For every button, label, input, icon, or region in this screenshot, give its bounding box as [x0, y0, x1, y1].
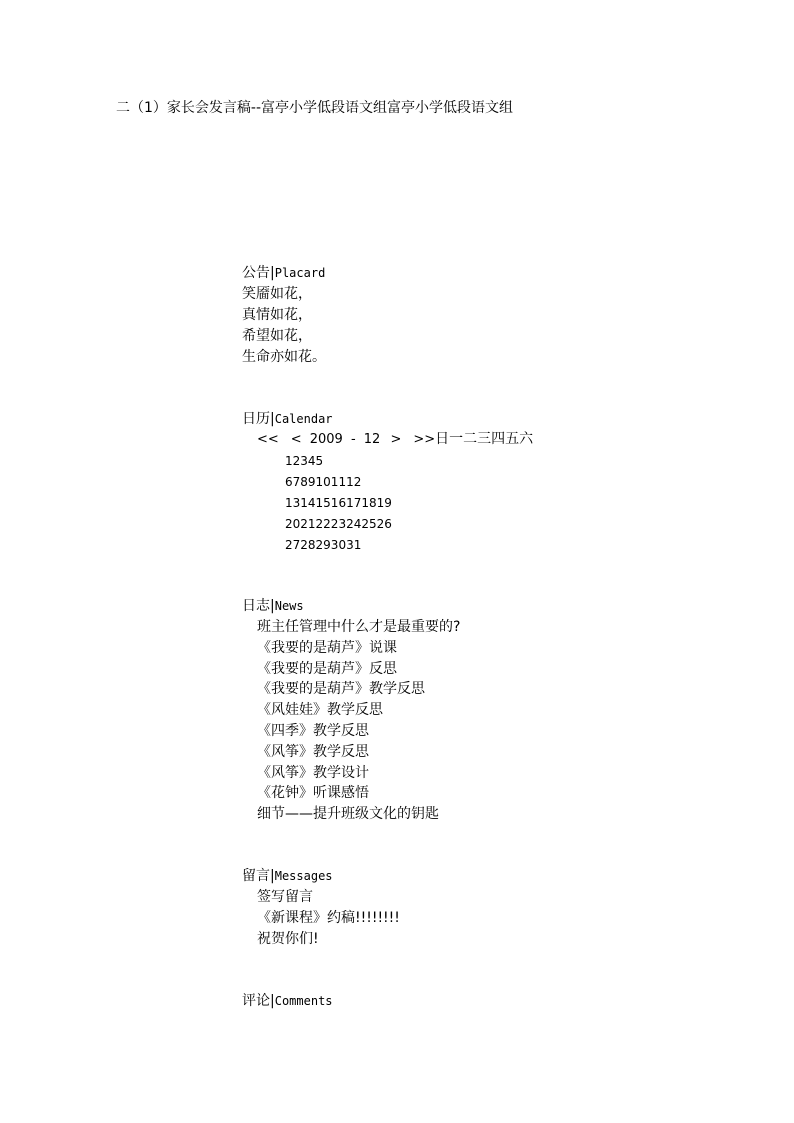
calendar-week-row: 6789101112 — [285, 475, 362, 489]
calendar-heading-cn: 日历 — [242, 411, 270, 427]
comments-heading-sep: | — [270, 993, 275, 1009]
sign-guestbook-link[interactable]: 签写留言 — [257, 889, 313, 905]
news-item-link[interactable]: 细节——提升班级文化的钥匙 — [257, 806, 439, 822]
calendar-week-row: 12345 — [285, 454, 324, 468]
placard-line: 真情如花， — [242, 307, 312, 323]
news-item-link[interactable]: 《四季》教学反思 — [257, 723, 369, 739]
news-item-link[interactable]: 《风筝》教学设计 — [257, 765, 369, 781]
message-item-link[interactable]: 祝贺你们! — [257, 931, 319, 947]
prev-year-link[interactable]: << — [257, 432, 279, 447]
news-heading-sep: | — [270, 598, 275, 614]
comments-heading-cn: 评论 — [242, 993, 270, 1009]
news-item-link[interactable]: 《我要的是葫芦》说课 — [257, 640, 397, 656]
messages-heading-sep: | — [270, 868, 275, 884]
calendar-week-row: 20212223242526 — [285, 517, 392, 531]
comments-heading — [242, 991, 333, 1011]
messages-heading-en: Messages — [274, 869, 333, 883]
messages-heading-cn: 留言 — [242, 868, 270, 884]
calendar-week-row: 2728293031 — [285, 538, 362, 552]
news-item-link[interactable]: 班主任管理中什么才是最重要的? — [257, 619, 461, 635]
calendar-heading — [242, 409, 333, 429]
calendar-weekdays: 日一二三四五六 — [435, 431, 534, 447]
news-item-link[interactable]: 《我要的是葫芦》反思 — [257, 661, 397, 677]
placard-line: 笑靥如花， — [242, 286, 312, 302]
placard-heading-sep: | — [270, 265, 275, 281]
placard-heading — [242, 263, 325, 283]
message-item-link[interactable]: 《新课程》约稿!!!!!!!! — [257, 910, 400, 926]
calendar-nav — [257, 429, 533, 450]
news-item-link[interactable]: 《风筝》教学反思 — [257, 744, 369, 760]
messages-heading — [242, 866, 333, 886]
page-title: 二（1）家长会发言稿--富亭小学低段语文组富亭小学低段语文组 — [116, 100, 514, 116]
calendar-week-row: 13141516171819 — [285, 496, 392, 510]
prev-month-link[interactable]: < — [290, 432, 302, 447]
comments-heading-en: Comments — [274, 994, 333, 1008]
news-item-link[interactable]: 《风娃娃》教学反思 — [257, 702, 383, 718]
news-item-link[interactable]: 《花钟》听课感悟 — [257, 785, 369, 801]
calendar-month: 12 — [363, 432, 381, 447]
news-item-link[interactable]: 《我要的是葫芦》教学反思 — [257, 681, 425, 697]
calendar-dash: - — [350, 432, 356, 447]
news-heading-cn: 日志 — [242, 598, 270, 614]
next-year-link[interactable]: >> — [413, 432, 436, 447]
placard-line: 希望如花， — [242, 328, 312, 344]
news-heading — [242, 596, 304, 616]
placard-heading-en: Placard — [274, 266, 326, 280]
calendar-heading-sep: | — [270, 411, 275, 427]
news-heading-en: News — [274, 599, 304, 613]
calendar-year: 2009 — [309, 432, 343, 447]
next-month-link[interactable]: > — [390, 432, 402, 447]
placard-heading-cn: 公告 — [242, 265, 270, 281]
placard-line: 生命亦如花。 — [242, 349, 326, 365]
calendar-heading-en: Calendar — [274, 412, 333, 426]
